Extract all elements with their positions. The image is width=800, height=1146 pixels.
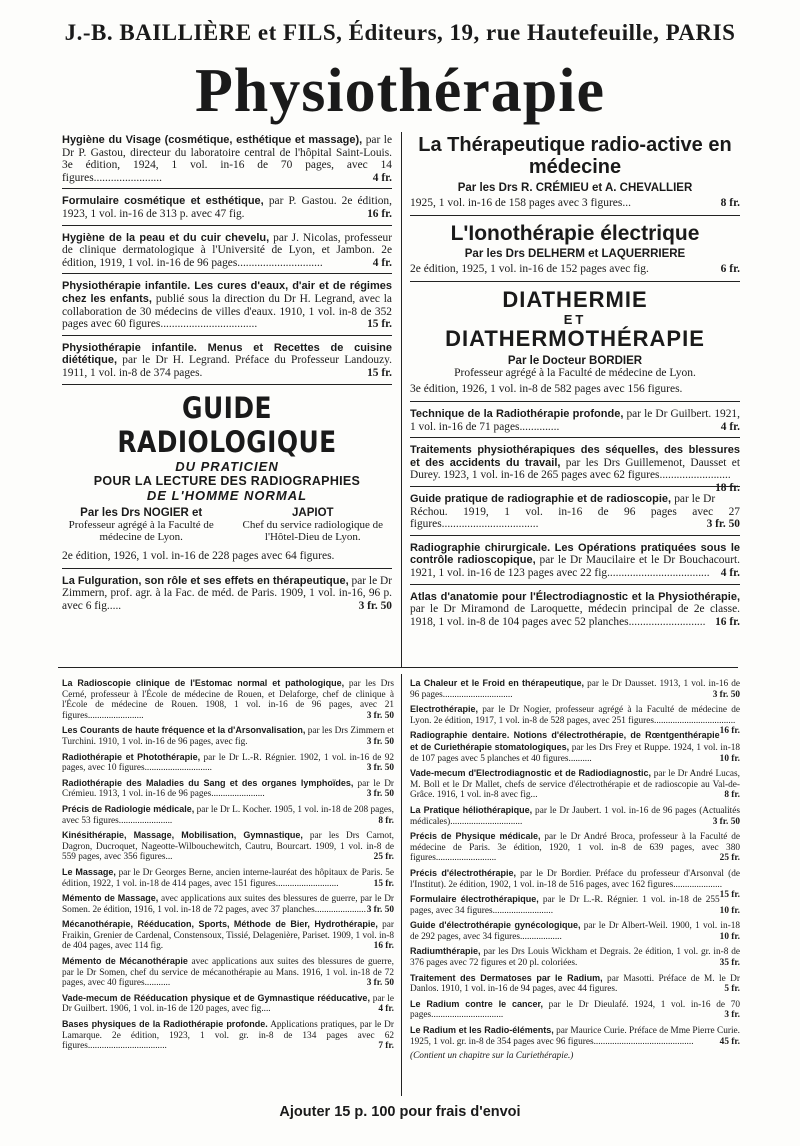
book-title: Radiothérapie et Photothérapie,	[62, 751, 201, 762]
book-price: 10 fr.	[719, 931, 740, 942]
publisher-header: J.-B. BAILLIÈRE et FILS, Éditeurs, 19, rue Hautefeuille, PARIS	[64, 20, 736, 45]
feature-authors: Par le Docteur BORDIER	[507, 355, 643, 368]
book-title: Radiothérapie des Maladies du Sang et des organes lymphoïdes,	[62, 777, 354, 788]
book-entry	[62, 865, 394, 891]
book-details: par les Drs Zimmern et Turchini. 1910, 1 vol. in-16 de 96 pages, avec fig.	[62, 726, 394, 747]
book-details: Applications pratiques, par le Dr Lamarque. 2e édition, 1923, 1 vol. gr. in-8 de 134 pages avec 62 figures..................................	[62, 1020, 394, 1052]
book-entry	[62, 189, 392, 225]
book-price: 25 fr.	[719, 853, 740, 864]
book-price: 8 fr.	[724, 790, 740, 801]
book-price: 3 fr. 50	[366, 978, 394, 989]
detail-text: 1925, 1 vol. in-16 de 158 pages avec 3 figures...	[410, 196, 632, 209]
book-price: 3 fr. 50	[366, 763, 394, 774]
column-divider-bottom	[401, 674, 402, 1096]
book-details: par le Dr L.-R. Régnier. 1 vol. in-18 de 255 pages, avec 34 figures..........................	[410, 895, 720, 916]
book-title: Bases physiques de la Radiothérapie profonde.	[62, 1019, 268, 1030]
book-details: par le Dr André Broca, professeur à la Faculté de médecine de Paris. 3e édition, 1920, 1 vol. in-8 de 639 pages, avec 380 figures..........................	[410, 832, 741, 864]
book-price: 15 fr.	[719, 890, 740, 901]
book-entry	[410, 918, 740, 944]
column-divider	[401, 132, 402, 667]
book-details: par le Dr Bordier. Préface du professeur d'Arsonval (de l'Institut). 2e édition, 1902, 1 vol. in-18 de 516 pages, avec 162 figures.....................	[410, 868, 740, 890]
book-title: Hygiène de la peau et du cuir chevelu,	[62, 231, 270, 244]
book-title: Le Radium contre le cancer,	[410, 998, 543, 1009]
book-price: 5 fr.	[724, 984, 740, 995]
book-price: 3 fr. 50	[366, 904, 394, 915]
book-entry	[62, 776, 394, 802]
book-title: Traitements physiothérapiques des séquelles, des blessures et des accidents du travail,	[410, 444, 740, 469]
book-entry	[410, 702, 740, 737]
book-details: par le Dr André Lucas, M. Boll et le Dr Mallet, chefs de service d'électrothérapie et de radioscopie au Val-de-Grâce. 1916, 1 vol. in-8 avec fig...	[410, 769, 740, 801]
book-title: Mémento de Mécanothérapie	[62, 956, 188, 967]
book-title: Formulaire cosmétique et esthétique,	[62, 195, 264, 208]
book-title: Physiothérapie infantile. Menus et Recettes de cuisine diététique,	[62, 341, 392, 367]
book-price: 3 fr. 50	[366, 710, 394, 721]
feature-title: L'Ionothérapie électrique	[450, 221, 700, 245]
book-details: par le Dr Maucilaire et le Dr Bouchacourt. 1921, 1 vol. in-16 de 123 pages avec 22 fig....................................	[410, 554, 741, 580]
book-title: La Chaleur et le Froid en thérapeutique,	[410, 678, 585, 688]
book-details: par le Dr Réchou. 1919, 1 vol. in-16 de 96 pages avec 27 figures..................................	[410, 493, 740, 531]
book-feature	[410, 128, 740, 216]
guide-detail: 2e édition, 1926, 1 vol. in-16 de 228 pages avec 64 figures.	[62, 549, 335, 562]
book-title: Radiographie chirurgicale. Les Opérations pratiquées sous le contrôle radioscopique,	[410, 541, 740, 567]
book-entry	[410, 438, 740, 495]
book-title: Guide d'électrothérapie gynécologique,	[410, 920, 581, 931]
book-entry	[62, 274, 392, 335]
book-title: Radiographie dentaire. Notions d'électrothérapie, de Rœntgenthérapie et de Curiethérapie stomatologiques,	[410, 730, 720, 752]
book-entry	[410, 585, 740, 633]
guide-subtitle-3: DE L'HOMME NORMAL	[146, 487, 308, 503]
guide-author-right	[234, 507, 392, 543]
book-entry	[62, 891, 394, 917]
author-desc: Chef du service radiologique de l'Hôtel-Dieu de Lyon.	[242, 518, 384, 543]
book-title: Vade-mecum d'Electrodiagnostic et de Radiodiagnostic,	[410, 768, 652, 779]
section-divider	[58, 667, 738, 668]
book-price: 3 fr. 50	[712, 816, 740, 827]
author-desc: Professeur agrégé à la Faculté de médecine de Lyon.	[68, 518, 214, 543]
book-entry	[410, 971, 740, 997]
book-title: Vade-mecum de Rééducation physique et de Gymnastique rééducative,	[62, 992, 370, 1003]
book-price: 4 fr.	[372, 171, 392, 184]
book-price: 4 fr.	[378, 1004, 394, 1015]
book-entry	[62, 954, 394, 991]
book-price: 16 fr.	[373, 941, 394, 952]
book-title: Electrothérapie,	[410, 704, 479, 715]
book-entry	[410, 402, 740, 438]
book-details: (Contient un chapitre sur la Curiethérapie.)	[410, 1051, 574, 1062]
book-entry	[410, 997, 740, 1023]
book-entry	[62, 991, 394, 1017]
bottom-right-list	[410, 676, 740, 1064]
book-title: Traitement des Dermatoses par le Radium,	[410, 972, 603, 983]
feature-title: DIATHERMOTHÉRAPIE	[445, 326, 705, 352]
book-entry	[62, 917, 394, 954]
book-price: 3 fr. 50	[712, 689, 740, 700]
book-price: 15 fr.	[367, 318, 392, 331]
guide-subtitle-2: POUR LA LECTURE DES RADIOGRAPHIES	[93, 473, 361, 488]
book-entry	[62, 569, 392, 617]
book-details: par le Dr H. Legrand. Préface du Professeur Landouzy. 1911, 1 vol. in-8 de 374 pages.	[62, 354, 392, 379]
book-price: 3 fr.	[724, 1010, 740, 1021]
book-details: par Maurice Curie. Préface de Mme Pierre Curie. 1925, 1 vol. gr. in-8 de 354 pages avec 96 figures...........................................	[410, 1026, 740, 1047]
book-price: 15 fr.	[373, 878, 394, 889]
right-column	[410, 128, 740, 632]
book-title: La Radioscopie clinique de l'Estomac normal et pathologique,	[62, 678, 345, 688]
book-entry	[410, 892, 740, 918]
book-entry	[410, 676, 740, 702]
book-price: 16 fr.	[719, 726, 740, 737]
book-details: par P. Gastou. 2e édition, 1923, 1 vol. in-16 de 313 p. avec 47 fig.	[62, 195, 392, 220]
book-title: Guide pratique de radiographie et de radioscopie,	[410, 493, 672, 506]
book-entry	[410, 536, 740, 585]
guide-subtitle-1: DU PRATICIEN	[175, 458, 279, 474]
book-title: Hygiène du Visage (cosmétique, esthétique et massage),	[62, 134, 363, 146]
book-price: 8 fr.	[378, 815, 394, 826]
author-name: JAPIOT	[292, 506, 334, 519]
book-price: 7 fr.	[378, 1041, 394, 1052]
book-details: par le Dr Dausset. 1913, 1 vol. in-16 de 96 pages..............................	[410, 679, 740, 700]
book-price: 4 fr.	[720, 567, 740, 580]
book-entry	[62, 226, 392, 275]
book-entry	[62, 1017, 394, 1054]
feature-title: DIATHERMIE	[502, 287, 648, 313]
book-price: 35 fr.	[719, 958, 740, 969]
book-price: 6 fr.	[720, 263, 740, 276]
book-details: par le Dr Jaubert. 1 vol. in-16 de 96 pages (Actualités médicales)...............................	[410, 805, 740, 827]
book-price: 8 fr.	[720, 196, 740, 209]
book-details: par le Dr Crémieu. 1913, 1 vol. in-16 de 96 pages.......................	[62, 778, 395, 800]
book-title: La Fulguration, son rôle et ses effets en thérapeutique,	[62, 574, 349, 587]
book-details: par les Drs Frey et Ruppe. 1924, 1 vol. in-18 de 107 pages avec 5 planches et 40 figures..........	[410, 742, 740, 764]
book-entry	[62, 723, 394, 749]
book-title: Mécanothérapie, Rééducation, Sports, Méthode de Bier, Hydrothérapie,	[62, 919, 378, 930]
book-details: par Fraikin, Grenier de Cardenal, Constensoux, Tissié, Delagenière, Pariset. 1909, 1 vol. in-8 de 404 pages, avec 114 fig.	[62, 920, 395, 952]
book-price: 15 fr.	[367, 366, 392, 379]
book-price: 4 fr.	[720, 420, 740, 433]
book-title: Le Radium et les Radio-éléments,	[410, 1025, 554, 1036]
book-entry	[62, 750, 394, 776]
book-entry	[410, 803, 740, 829]
book-details: par le Dr P. Gastou, directeur du laboratoire central de l'hôpital Saint-Louis. 3e édition, 1924, 1 vol. in-16 de 70 pages, avec 14 figures........................	[62, 134, 393, 184]
guide-title: GUIDE RADIOLOGIQUE	[117, 390, 337, 459]
book-title: Le Massage,	[62, 866, 116, 877]
guide-author-left	[62, 507, 220, 543]
book-details: par le Dr L. Kocher. 1905, 1 vol. in-18 de 208 pages, avec 53 figures.......................	[62, 804, 394, 826]
book-price: 3 fr. 50	[366, 736, 394, 747]
book-entry	[62, 336, 392, 385]
book-details: avec applications aux suites des blessures de guerre, par le Dr Somen, chef du service de mécanothérapie au Mans. 1916, 1 vol. in-18 de 72 pages, avec 40 figures...........	[62, 957, 395, 989]
book-title: Précis de Physique médicale,	[410, 831, 541, 842]
diathermie-ad	[410, 282, 740, 402]
book-entry	[62, 802, 394, 828]
book-details: par le Dr Dieulafé. 1924, 1 vol. in-16 de 70 pages...............................	[410, 999, 740, 1021]
book-details: par Masotti. Préface de M. le Dr Danlos. 1910, 1 vol. in-16 de 94 pages, avec 44 figures.	[410, 973, 740, 995]
feature-detail: 3e édition, 1926, 1 vol. in-8 de 582 pages avec 156 figures.	[410, 383, 683, 396]
book-price: 3 fr. 50	[706, 518, 740, 531]
book-entry	[62, 676, 394, 723]
book-details: par les Drs Guillemenot, Dausset et Durey. 1923, 1 vol. in-16 de 265 pages avec 62 figures.........................	[410, 456, 740, 482]
bottom-left-list	[62, 676, 394, 1054]
book-title: Précis d'électrothérapie,	[410, 867, 516, 878]
feature-title-joiner: ET	[563, 311, 587, 327]
book-price: 4 fr.	[372, 256, 392, 269]
book-details: par les Drs Cerné, professeur à l'École de médecine de Rouen, et Delaforge, chef de clinique à l'École de médecine de Rouen. 1908, 1 vol. in-16 de 96 pages, avec 21 figures........................	[62, 679, 395, 721]
book-price: 18 fr.	[715, 482, 740, 495]
book-title: Kinésithérapie, Massage, Mobilisation, Gymnastique,	[62, 830, 303, 841]
book-entry	[62, 128, 392, 189]
feature-detail	[410, 263, 740, 276]
book-details: par J. Nicolas, professeur de clinique dermatologique à l'Université de Lyon, et Jambon. 2e édition, 1919, 1 vol. in-16 de 96 pages..............................	[62, 231, 392, 269]
book-details: par le Dr Guilbert. 1906, 1 vol. in-16 de 120 pages, avec fig....	[62, 993, 394, 1015]
author-name: Par les Drs NOGIER et	[80, 506, 203, 519]
feature-author-desc: Professeur agrégé à la Faculté de médecine de Lyon.	[454, 367, 696, 380]
left-column	[62, 128, 392, 616]
book-entry	[410, 766, 740, 803]
book-price: 10 fr.	[719, 905, 740, 916]
book-details: par les Drs Louis Wickham et Degrais. 2e édition, 1 vol. gr. in-8 de 376 pages avec 72 figures et 20 pl. coloriées.	[410, 947, 741, 969]
book-title: Précis de Radiologie médicale,	[62, 803, 195, 814]
book-entry	[410, 487, 740, 536]
book-details: par le Dr Georges Berne, ancien interne-lauréat des hôpitaux de Paris. 5e édition, 1922, 1 vol. in-18 de 414 pages, avec 151 figures...........................	[62, 867, 395, 889]
book-entry	[62, 828, 394, 865]
feature-title: La Thérapeutique radio-active en médecine	[418, 134, 732, 179]
book-entry	[410, 728, 740, 766]
book-price: 45 fr.	[719, 1036, 740, 1047]
shipping-note: Ajouter 15 p. 100 pour frais d'envoi	[279, 1104, 521, 1120]
book-details: par le Dr L.-R. Régnier. 1902, 1 vol. in-16 de 92 pages, avec 10 figures.............................	[62, 752, 394, 774]
book-details: par le Dr Albert-Weil. 1900, 1 vol. in-18 de 292 pages, avec 34 figures..................	[410, 921, 741, 942]
page-title: Physiothérapie	[194, 57, 606, 125]
book-title: La Pratique héliothérapique,	[410, 804, 533, 815]
book-details: par les Drs Carnot, Dagron, Ducroquet, Nageotte-Wilbouchewitch, Cautru, Bourcart. 1909, 1 vol. in-8 de 559 pages, avec 356 figures...	[62, 831, 394, 863]
guide-radiologique-ad	[62, 385, 392, 569]
book-title: Technique de la Radiothérapie profonde,	[410, 408, 624, 421]
book-price: 25 fr.	[373, 852, 394, 863]
detail-text: 2e édition, 1925, 1 vol. in-16 de 152 pages avec fig.	[410, 263, 649, 276]
book-details: par le Dr Miramond de Laroquette, médecin principal de 2e classe. 1918, 1 vol. in-8 de 104 pages avec 52 planches...........................	[410, 603, 740, 628]
book-details: par le Dr Guilbert. 1921, 1 vol. in-16 de 71 pages..............	[410, 408, 740, 433]
book-price: 3 fr. 50	[366, 789, 394, 800]
book-title: Formulaire électrothérapique,	[410, 894, 539, 905]
book-details: avec applications aux suites des blessures de guerre, par le Dr Somen. 2e édition, 1916, 1 vol. in-18 de 72 pages, avec 37 planches......................	[62, 894, 395, 915]
book-price: 16 fr.	[715, 615, 740, 628]
book-title: Radiumthérapie,	[410, 946, 481, 957]
guide-authors	[62, 507, 392, 543]
feature-authors: Par les Drs R. CRÉMIEU et A. CHEVALLIER	[457, 181, 693, 194]
book-feature	[410, 216, 740, 283]
feature-authors: Par les Drs DELHERM et LAQUERRIERE	[464, 248, 686, 261]
book-title: Atlas d'anatomie pour l'Électrodiagnostic et la Physiothérapie,	[410, 590, 740, 603]
feature-detail	[410, 197, 740, 210]
book-title: Physiothérapie infantile. Les cures d'eaux, d'air et de régimes chez les enfants,	[62, 280, 392, 305]
book-entry	[410, 829, 740, 866]
book-details: publié sous la direction du Dr H. Legrand, avec la collaboration de 30 médecins de villes d'eaux. 1910, 1 vol. in-8 de 352 pages avec 60 figures..................................	[62, 292, 392, 331]
book-price: 10 fr.	[719, 753, 740, 764]
book-price: 3 fr. 50	[358, 599, 392, 612]
book-details: par le Dr Nogier, professeur agrégé à la Faculté de médecine de Lyon. 2e édition, 1917, 1 vol. in-8 de 528 pages, avec 251 figures...................................	[410, 705, 740, 726]
book-entry	[410, 1023, 740, 1049]
book-entry	[410, 1049, 740, 1064]
book-title: Les Courants de haute fréquence et la d'Arsonvalisation,	[62, 725, 306, 736]
book-entry	[410, 944, 740, 970]
book-details: par le Dr Zimmern, prof. agr. à la Fac. de méd. de Paris. 1909, 1 vol. in-16, 96 p. avec 6 fig.....	[62, 574, 393, 612]
book-price: 16 fr.	[367, 207, 392, 220]
book-title: Mémento de Massage,	[62, 893, 159, 904]
